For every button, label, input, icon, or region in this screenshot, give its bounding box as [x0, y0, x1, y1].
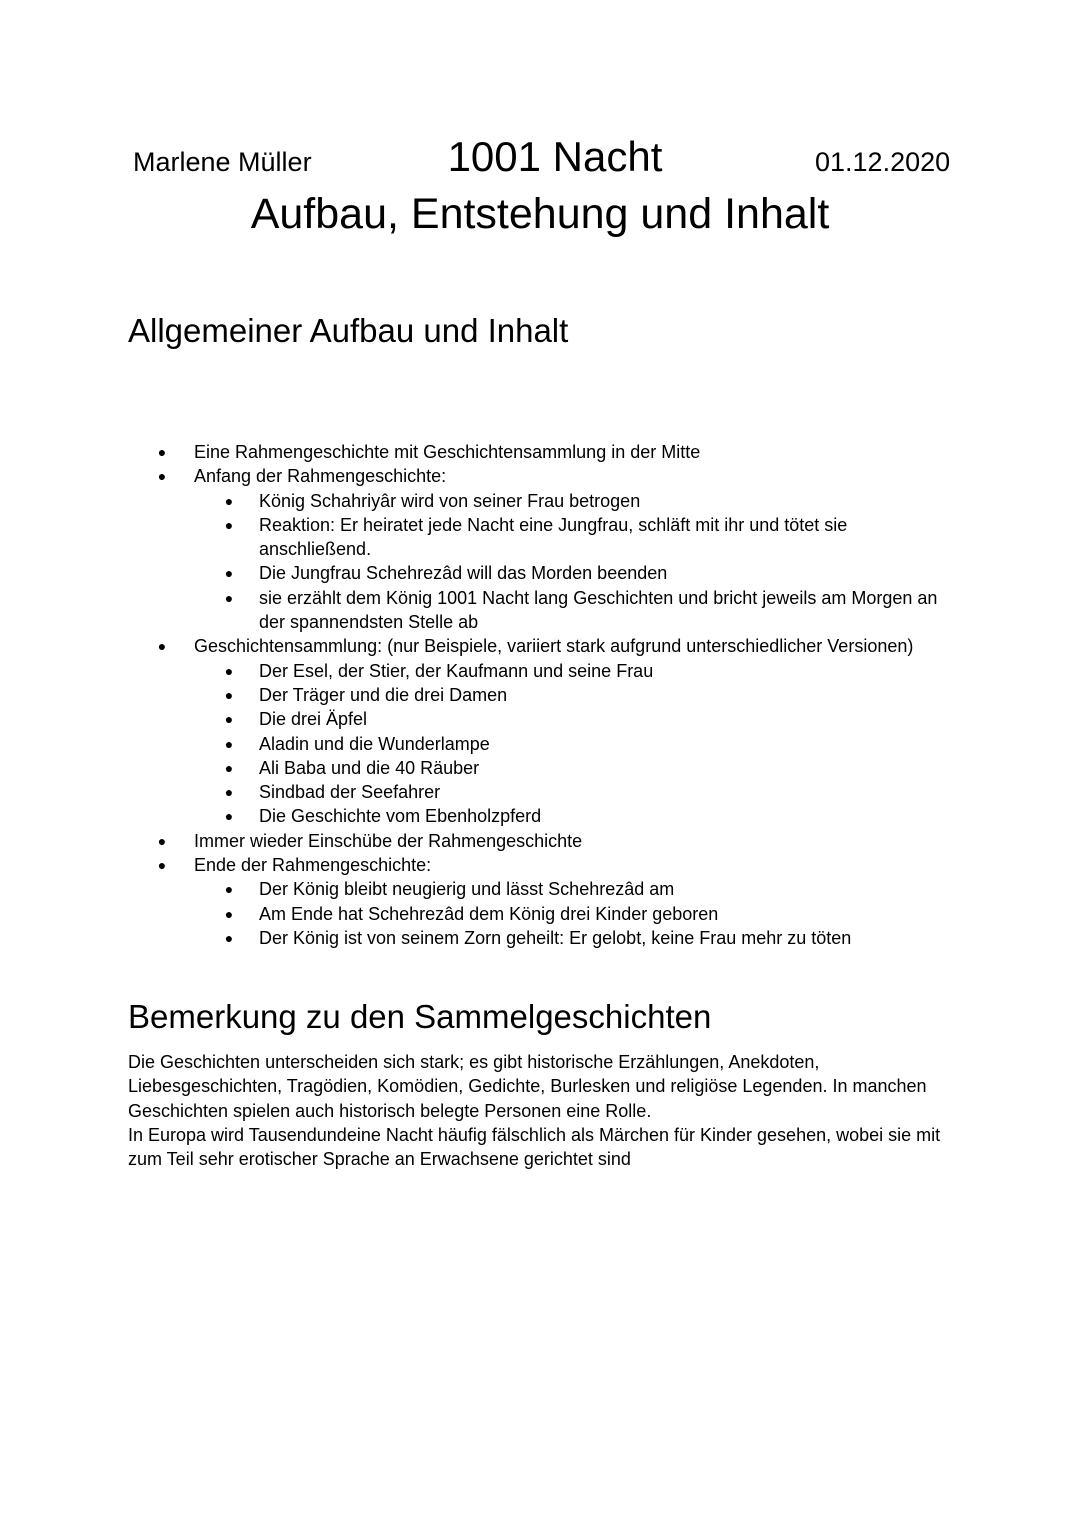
content-bullet-list — [0, 440, 1000, 950]
document-date: 01.12.2020 — [815, 147, 951, 177]
bullet-icon: ● — [224, 686, 234, 703]
sub-list-item: ● Der Esel, der Stier, der Kaufmann und seine Frau — [0, 659, 1000, 683]
bullet-icon: ● — [224, 565, 234, 582]
bullet-icon: ● — [157, 638, 167, 655]
bullet-icon: ● — [224, 905, 234, 922]
paragraph: Die Geschichten unterscheiden sich stark; es gibt historische Erzählungen, Anekdoten, Liebesgeschichten, Tragödien, Komödien, Gedichte, Burlesken und religiöse Legenden. In manchen Geschichten spielen auch historisch belegte Personen eine Rolle. — [128, 1052, 927, 1121]
sub-list-item: ● Der König ist von seinem Zorn geheilt: Er gelobt, keine Frau mehr zu töten — [0, 926, 1000, 950]
remarks-text — [128, 1050, 958, 1171]
list-item: ● Eine Rahmengeschichte mit Geschichtensammlung in der Mitte — [0, 440, 1000, 464]
list-item: ● Anfang der Rahmengeschichte: — [0, 464, 1000, 488]
sub-list-item: ● sie erzählt dem König 1001 Nacht lang Geschichten und bricht jeweils am Morgen an der spannendsten Stelle ab — [224, 587, 938, 633]
document-title: 1001 Nacht — [447, 133, 663, 180]
bullet-icon: ● — [157, 832, 167, 849]
sub-list-item: ● Am Ende hat Schehrezâd dem König drei Kinder geboren — [0, 902, 1000, 926]
document-subtitle: Aufbau, Entstehung und Inhalt — [250, 190, 830, 238]
bullet-icon: ● — [224, 929, 234, 946]
bullet-icon: ● — [224, 808, 234, 825]
sub-list-item: ● Sindbad der Seefahrer — [0, 780, 1000, 804]
section-heading-structure: Allgemeiner Aufbau und Inhalt — [128, 312, 569, 349]
sub-list-item: ● Die Jungfrau Schehrezâd will das Morden beenden — [0, 561, 1000, 585]
bullet-icon: ● — [224, 784, 234, 801]
paragraph: In Europa wird Tausendundeine Nacht häufig fälschlich als Märchen für Kinder gesehen, wobei sie mit zum Teil sehr erotischer Sprache an Erwachsene gerichtet sind — [128, 1124, 941, 1170]
bullet-icon: ● — [224, 711, 234, 728]
sub-list-item: ● Reaktion: Er heiratet jede Nacht eine Jungfrau, schläft mit ihr und tötet sie anschließend. — [224, 514, 848, 560]
bullet-icon: ● — [224, 516, 234, 533]
sub-list-item: ● Die drei Äpfel — [0, 707, 1000, 731]
bullet-icon: ● — [157, 468, 167, 485]
bullet-icon: ● — [157, 857, 167, 874]
sub-list-item: ● Der König bleibt neugierig und lässt Schehrezâd am — [0, 877, 1000, 901]
bullet-icon: ● — [157, 444, 167, 460]
bullet-icon: ● — [224, 881, 234, 898]
author-name: Marlene Müller — [133, 147, 312, 177]
sub-list-item: ● Aladin und die Wunderlampe — [0, 732, 1000, 756]
sub-list-item: ● Ali Baba und die 40 Räuber — [0, 756, 1000, 780]
bullet-icon: ● — [224, 662, 234, 679]
list-item: ● Immer wieder Einschübe der Rahmengeschichte — [0, 829, 1000, 853]
bullet-icon: ● — [224, 589, 234, 606]
list-item: ● Ende der Rahmengeschichte: — [0, 853, 1000, 877]
bullet-icon: ● — [224, 735, 234, 752]
sub-list-item: ● Der Träger und die drei Damen — [0, 683, 1000, 707]
list-item: ● Geschichtensammlung: (nur Beispiele, variiert stark aufgrund unterschiedlicher Versionen) — [0, 634, 1000, 658]
bullet-icon: ● — [224, 492, 234, 509]
bullet-icon: ● — [224, 759, 234, 776]
sub-list-item: ● König Schahriyâr wird von seiner Frau betrogen — [0, 489, 1000, 513]
section-heading-remarks: Bemerkung zu den Sammelgeschichten — [128, 998, 712, 1035]
sub-list-item: ● Die Geschichte vom Ebenholzpferd — [0, 804, 1000, 828]
